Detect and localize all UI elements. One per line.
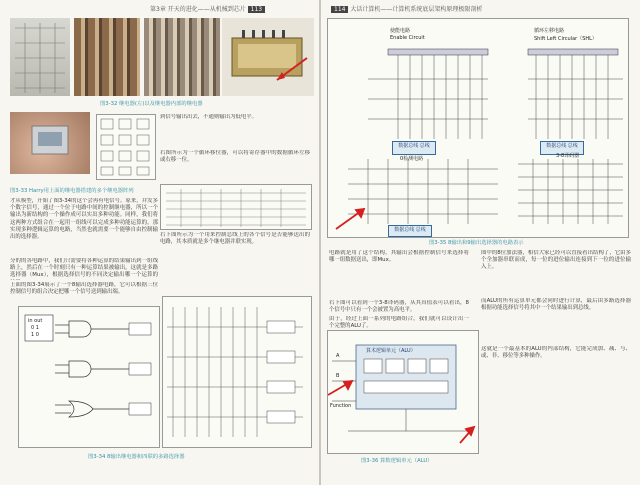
hand-relay-photo <box>10 112 90 174</box>
body-paragraph: 这就是一个最基本的ALU的内部结构，它能完成加、减、与、或、非、移位等多种操作。 <box>481 346 631 360</box>
bus-relay-figure <box>162 296 312 448</box>
enable-circuit-title-en: Enable Circuit <box>390 35 425 41</box>
zero-detect-label: 0检测电路 <box>400 156 424 162</box>
figure-caption: 图3-35 8输出和9输出选择器的电路表示 <box>429 240 524 246</box>
data-bus-box: 数据总线 总线 <box>388 225 432 237</box>
data-bus-box: 数据总线 总线 <box>540 141 584 155</box>
decoder-label: 3-8译码器 <box>556 153 580 159</box>
data-bus-box: 数据总线 总线 <box>392 141 436 155</box>
truth-table-header: in out <box>28 318 43 324</box>
mux-grid-figure <box>160 184 312 230</box>
body-paragraph: 分的的各电路中，我们只需要将各种运算的结果输出到一组线路上，然后在一个时刻只有一种运算结果被输出，这就是多路选择器（Mux），根据选择信号的不同决定输出哪一个运算的 <box>10 258 158 279</box>
alu-input-b: B <box>336 373 340 379</box>
figure-caption: 图3-32 继电器(左)以及继电器内部的继电器 <box>100 101 203 107</box>
enable-circuit-title: 使能电路 <box>390 28 411 34</box>
body-paragraph: 右下图所示为一个用来控制总线上的各个信号是否能够送出的电路，其本质就是多个继电器并联实现。 <box>160 232 310 246</box>
body-paragraph: 才从模型，开始了图3-34的这个会再有电信号。原来，并发多个数字信号，通过一个位于电路中间的控制继电器，所以一个输出为新结构的一个操作成可以实出多种功能。同样，我们将这两种方式组合在一起用一组线可以完成多种功能运算的，那实现多种逻辑运算的电路，当然也就需要一个能够自由控制输出的选择器。 <box>10 198 158 241</box>
body-paragraph: 右图所示为一个循环移位器，可以将寄存器中的数据循环左移或右移一位。 <box>160 150 310 164</box>
shift-circuit-title-en: Shift Left Circular（SHL） <box>534 36 597 42</box>
figure-caption: 图3-34 8输出继电器和四联的多路选择器 <box>88 454 185 460</box>
body-paragraph: 到信号输出出去，不通则输出为低电平。 <box>160 114 258 120</box>
body-paragraph: 右下图可以看到一个3-8译码器，从其真值表可以看出，8个信号中只有一个会被置为高电平。 <box>329 300 469 314</box>
alu-figure <box>327 330 479 454</box>
truth-table-row: 0 1 <box>31 325 39 331</box>
figure-caption: 图3-36 算数逻辑单元（ALU） <box>361 458 433 464</box>
page-number: 113 <box>248 6 265 13</box>
relay-array-figure <box>96 114 156 180</box>
body-paragraph: 电路就是用了这个结构，其输出会根据控制信号来选择将哪一组数据送出，即Mux。 <box>329 250 469 264</box>
alu-title: 算术逻辑单元（ALU） <box>366 348 416 354</box>
relay-coils-photo <box>74 18 140 96</box>
shift-circuit-title: 循环左移电路 <box>534 28 565 34</box>
alu-function-label: Function <box>330 403 352 409</box>
left-page <box>0 0 319 485</box>
body-paragraph: 而ALU的所有运算单元都会同时进行计算，最后由多路选择器根据功能选择信号将其中一个结果输出到总线。 <box>481 298 631 312</box>
alu-input-a: A <box>336 353 340 359</box>
body-paragraph: 图中的8位加法器，相信大家已经可以直接看出结构了，它由多个全加器串联而成，每一位的进位输出连接到下一位的进位输入上。 <box>481 250 631 271</box>
body-paragraph: 上面的图3-34展示了一个8输出选择器电路，它可以根据三位控制信号的组合决定把哪一个信号送到输出端。 <box>10 282 158 296</box>
body-paragraph: 由于，经过上面一系列的电路组合，我们就可以设计出一个完整的ALU了。 <box>329 316 469 330</box>
page-header: 第3章 开天的进化——从机械到芯片 113 <box>150 4 265 13</box>
page-number: 114 <box>331 6 348 13</box>
relay-contacts-photo <box>144 18 220 96</box>
relay-closeup-photo <box>222 18 314 96</box>
page-header: 114 大话计算机——计算机系统底层架构原理极限剖析 <box>331 4 482 13</box>
relay-rack-photo <box>10 18 70 96</box>
figure-caption: 图3-33 Harry用上面的继电器搭建的多个继电器阵列 <box>10 188 134 194</box>
enable-shl-circuit-figure <box>327 18 629 238</box>
gate-circuits-figure <box>18 306 160 448</box>
right-page <box>321 0 640 485</box>
truth-table-row: 1 0 <box>31 332 39 338</box>
